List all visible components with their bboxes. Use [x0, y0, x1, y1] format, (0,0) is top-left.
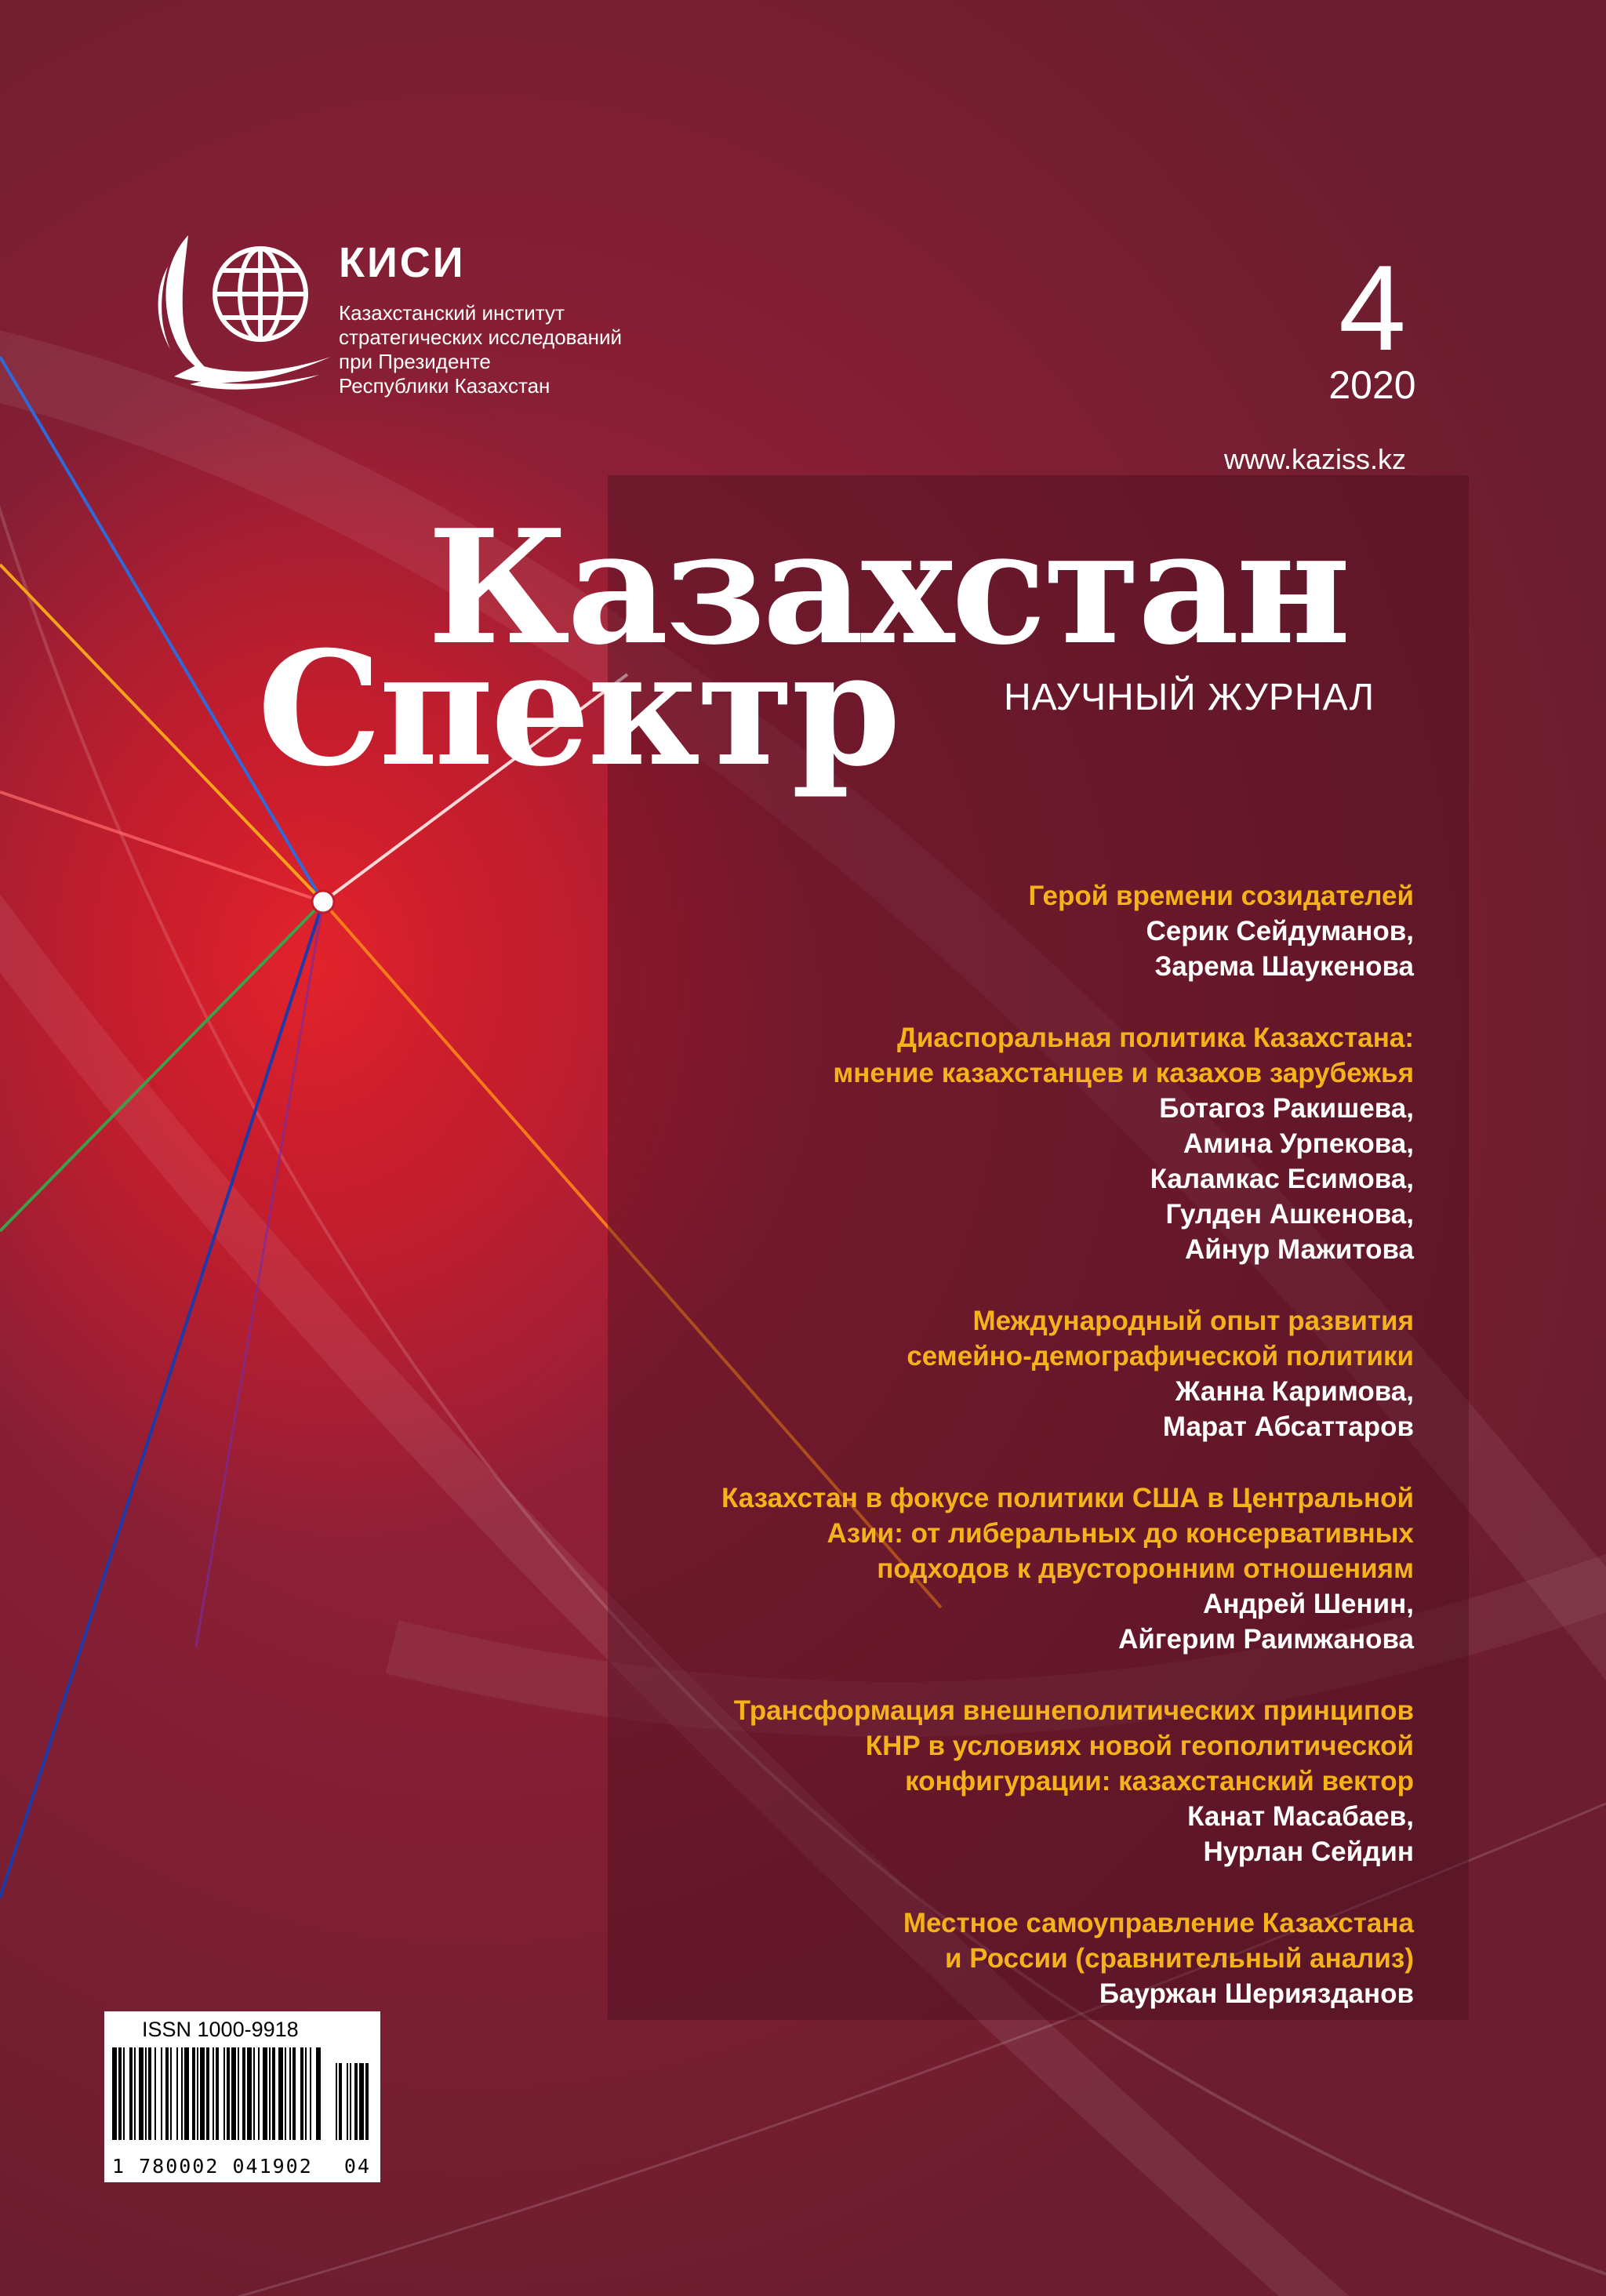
eagle-globe-logo-icon — [151, 227, 339, 396]
table-of-contents — [536, 878, 1414, 2047]
article-title: Местное самоуправление Казахстана и России (сравнительный анализ) — [903, 1908, 1414, 1974]
issue-year: 2020 — [1328, 363, 1416, 407]
article-title: Международный опыт развития семейно-демографической политики — [907, 1306, 1414, 1371]
toc-item[interactable] — [536, 878, 1414, 984]
journal-title-line2: Спектр — [257, 617, 899, 801]
article-authors: Ботагоз Ракишева, Амина Урпекова, Каламкас Есимова, Гулден Ашкенова, Айнур Мажитова — [1150, 1093, 1414, 1265]
barcode-label — [104, 2011, 380, 2182]
toc-item[interactable] — [536, 1905, 1414, 2011]
article-authors: Бауржан Шериязданов — [1099, 1978, 1414, 2009]
publisher-abbreviation: КИСИ — [339, 239, 466, 286]
article-title: Казахстан в фокусе политики США в Центральной Азии: от либеральных до консервативных подходов к двусторонним отношениям — [721, 1483, 1414, 1584]
article-title: Диаспоральная политика Казахстана: мнение казахстанцев и казахов зарубежья — [833, 1023, 1414, 1088]
article-authors: Серик Сейдуманов, Зарема Шаукенова — [1146, 916, 1414, 982]
toc-item[interactable] — [536, 1303, 1414, 1444]
publisher-full-name: Казахстанский институт стратегических исследований при Президенте Республики Казахстан — [339, 301, 623, 398]
toc-item[interactable] — [536, 1693, 1414, 1869]
article-title: Герой времени созидателей — [1028, 881, 1414, 911]
barcode-bars — [112, 2047, 371, 2140]
issn-text: ISSN 1000-9918 — [142, 2018, 299, 2041]
article-authors: Канат Масабаев, Нурлан Сейдин — [1187, 1801, 1414, 1867]
barcode-number — [112, 2155, 371, 2178]
article-authors: Жанна Каримова, Марат Абсаттаров — [1162, 1376, 1414, 1442]
journal-subtitle: НАУЧНЫЙ ЖУРНАЛ — [1004, 677, 1375, 718]
barcode-digits: 1 780002 041902 — [112, 2155, 313, 2178]
issue-number: 4 — [1338, 240, 1407, 376]
article-authors: Андрей Шенин, Айгерим Раимжанова — [1118, 1589, 1414, 1655]
article-title: Трансформация внешнеполитических принципов КНР в условиях новой геополитической конфигурации: казахстанский вектор — [733, 1695, 1414, 1796]
website-link[interactable]: www.kaziss.kz — [1223, 443, 1406, 475]
toc-item[interactable] — [536, 1480, 1414, 1657]
barcode-addon: 04 — [343, 2155, 371, 2178]
toc-item[interactable] — [536, 1020, 1414, 1267]
journal-title-line1: Казахстан — [427, 496, 1348, 680]
